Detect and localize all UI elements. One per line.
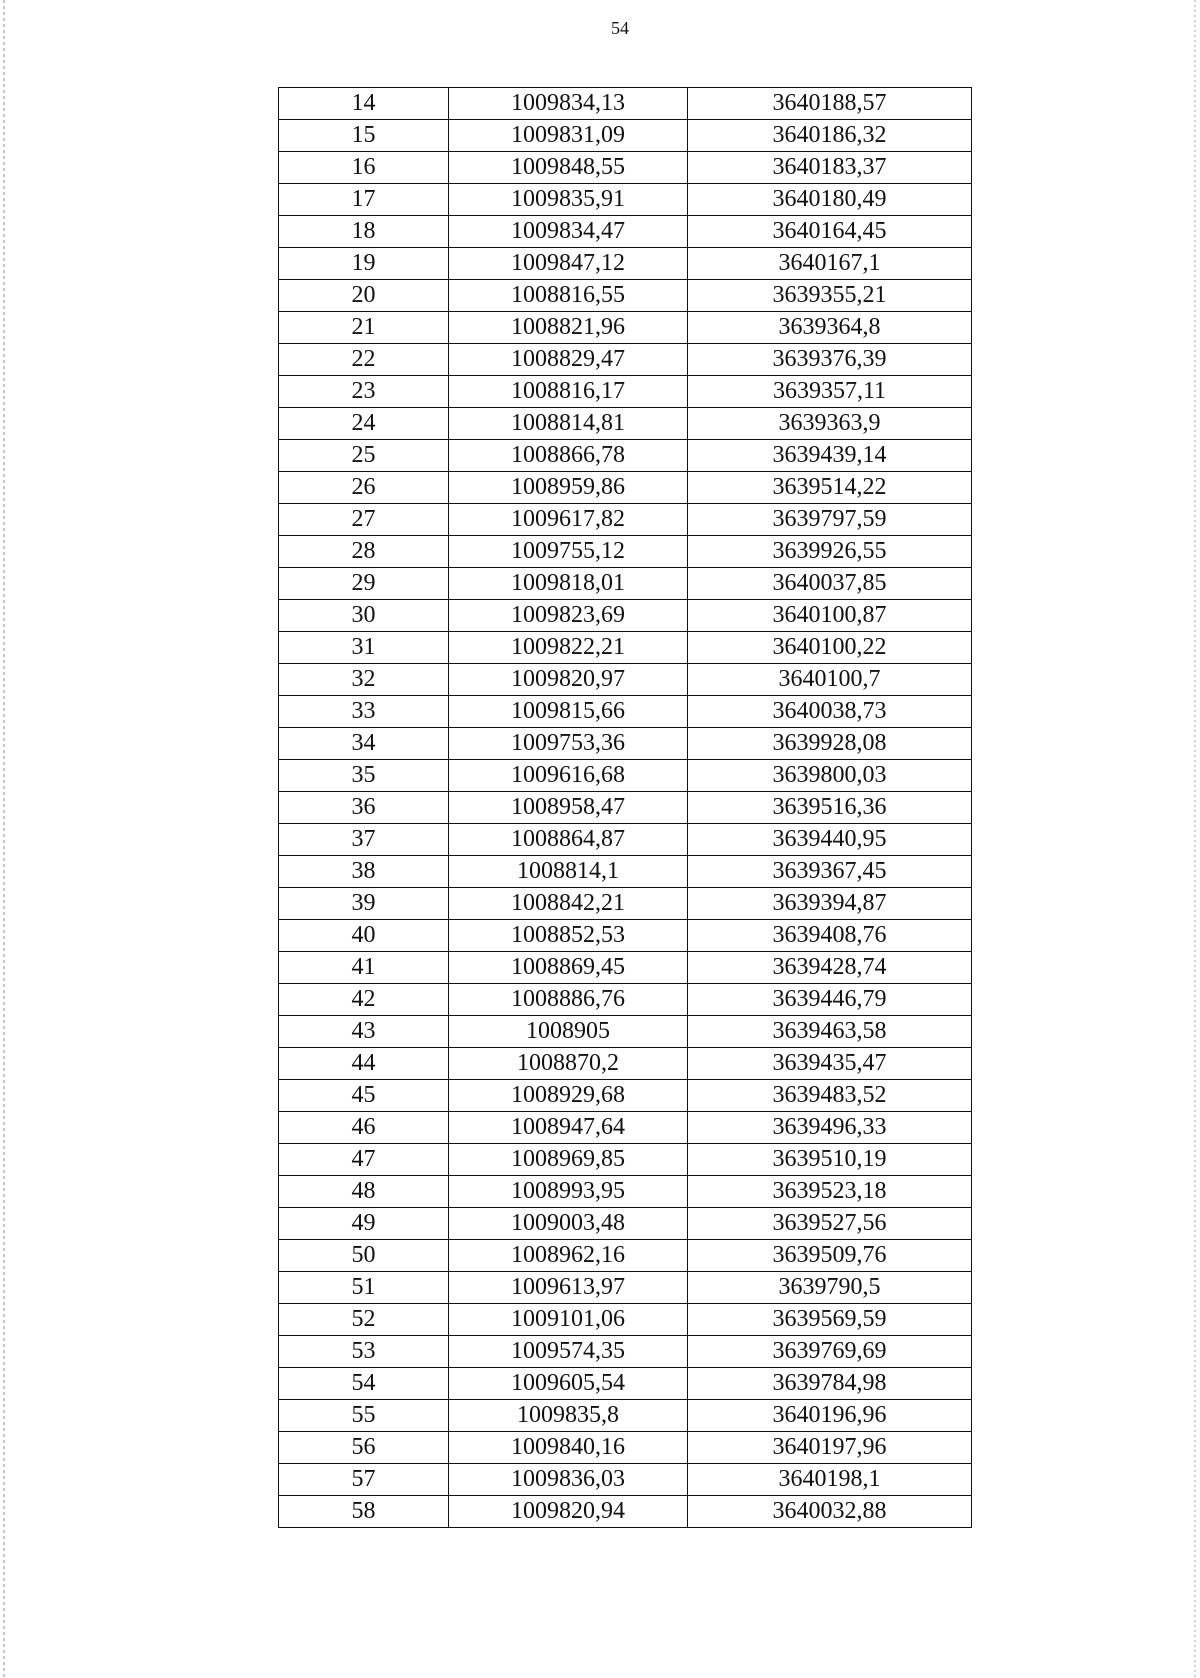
y-coordinate-cell: 3639439,14 xyxy=(688,440,972,472)
point-number-cell: 40 xyxy=(279,920,449,952)
table-row xyxy=(279,1272,972,1304)
point-number-cell: 34 xyxy=(279,728,449,760)
point-number-cell: 55 xyxy=(279,1400,449,1432)
y-coordinate-cell: 3640188,57 xyxy=(688,88,972,120)
point-number-cell: 19 xyxy=(279,248,449,280)
x-coordinate-cell: 1008866,78 xyxy=(449,440,688,472)
table-row xyxy=(279,632,972,664)
table-row xyxy=(279,536,972,568)
point-number-cell: 29 xyxy=(279,568,449,600)
table-row xyxy=(279,824,972,856)
table-row xyxy=(279,152,972,184)
x-coordinate-cell: 1008864,87 xyxy=(449,824,688,856)
point-number-cell: 43 xyxy=(279,1016,449,1048)
y-coordinate-cell: 3639769,69 xyxy=(688,1336,972,1368)
point-number-cell: 49 xyxy=(279,1208,449,1240)
x-coordinate-cell: 1009823,69 xyxy=(449,600,688,632)
x-coordinate-cell: 1008929,68 xyxy=(449,1080,688,1112)
point-number-cell: 32 xyxy=(279,664,449,696)
y-coordinate-cell: 3640032,88 xyxy=(688,1496,972,1528)
table-row xyxy=(279,568,972,600)
table-row xyxy=(279,1080,972,1112)
x-coordinate-cell: 1009835,8 xyxy=(449,1400,688,1432)
table-row xyxy=(279,1208,972,1240)
x-coordinate-cell: 1008852,53 xyxy=(449,920,688,952)
point-number-cell: 56 xyxy=(279,1432,449,1464)
y-coordinate-cell: 3640198,1 xyxy=(688,1464,972,1496)
table-row xyxy=(279,472,972,504)
point-number-cell: 24 xyxy=(279,408,449,440)
x-coordinate-cell: 1008814,1 xyxy=(449,856,688,888)
x-coordinate-cell: 1008993,95 xyxy=(449,1176,688,1208)
table-row xyxy=(279,760,972,792)
point-number-cell: 18 xyxy=(279,216,449,248)
x-coordinate-cell: 1009820,97 xyxy=(449,664,688,696)
x-coordinate-cell: 1009834,47 xyxy=(449,216,688,248)
point-number-cell: 58 xyxy=(279,1496,449,1528)
table-row xyxy=(279,888,972,920)
table-row xyxy=(279,920,972,952)
point-number-cell: 28 xyxy=(279,536,449,568)
table-row xyxy=(279,312,972,344)
table-row xyxy=(279,696,972,728)
table-row xyxy=(279,856,972,888)
coordinates-table-body xyxy=(279,88,972,1528)
y-coordinate-cell: 3639435,47 xyxy=(688,1048,972,1080)
y-coordinate-cell: 3639364,8 xyxy=(688,312,972,344)
point-number-cell: 36 xyxy=(279,792,449,824)
y-coordinate-cell: 3639527,56 xyxy=(688,1208,972,1240)
scan-edge-right xyxy=(1194,0,1196,1678)
x-coordinate-cell: 1009755,12 xyxy=(449,536,688,568)
x-coordinate-cell: 1009836,03 xyxy=(449,1464,688,1496)
point-number-cell: 22 xyxy=(279,344,449,376)
table-row xyxy=(279,792,972,824)
table-row xyxy=(279,1496,972,1528)
x-coordinate-cell: 1009613,97 xyxy=(449,1272,688,1304)
point-number-cell: 54 xyxy=(279,1368,449,1400)
scan-edge-left xyxy=(3,0,5,1678)
coordinates-table xyxy=(278,87,972,1528)
table-row xyxy=(279,1432,972,1464)
point-number-cell: 16 xyxy=(279,152,449,184)
x-coordinate-cell: 1009820,94 xyxy=(449,1496,688,1528)
x-coordinate-cell: 1008959,86 xyxy=(449,472,688,504)
y-coordinate-cell: 3639496,33 xyxy=(688,1112,972,1144)
y-coordinate-cell: 3639928,08 xyxy=(688,728,972,760)
table-row xyxy=(279,1464,972,1496)
table-row xyxy=(279,280,972,312)
x-coordinate-cell: 1009834,13 xyxy=(449,88,688,120)
point-number-cell: 46 xyxy=(279,1112,449,1144)
point-number-cell: 20 xyxy=(279,280,449,312)
y-coordinate-cell: 3639463,58 xyxy=(688,1016,972,1048)
x-coordinate-cell: 1008814,81 xyxy=(449,408,688,440)
page-number: 54 xyxy=(611,18,629,38)
x-coordinate-cell: 1009616,68 xyxy=(449,760,688,792)
y-coordinate-cell: 3639514,22 xyxy=(688,472,972,504)
x-coordinate-cell: 1008958,47 xyxy=(449,792,688,824)
y-coordinate-cell: 3640186,32 xyxy=(688,120,972,152)
x-coordinate-cell: 1009605,54 xyxy=(449,1368,688,1400)
y-coordinate-cell: 3639797,59 xyxy=(688,504,972,536)
y-coordinate-cell: 3639394,87 xyxy=(688,888,972,920)
y-coordinate-cell: 3640196,96 xyxy=(688,1400,972,1432)
point-number-cell: 25 xyxy=(279,440,449,472)
y-coordinate-cell: 3640183,37 xyxy=(688,152,972,184)
y-coordinate-cell: 3640197,96 xyxy=(688,1432,972,1464)
y-coordinate-cell: 3639483,52 xyxy=(688,1080,972,1112)
y-coordinate-cell: 3639428,74 xyxy=(688,952,972,984)
point-number-cell: 17 xyxy=(279,184,449,216)
x-coordinate-cell: 1008905 xyxy=(449,1016,688,1048)
table-row xyxy=(279,1304,972,1336)
table-row xyxy=(279,1240,972,1272)
y-coordinate-cell: 3639510,19 xyxy=(688,1144,972,1176)
point-number-cell: 35 xyxy=(279,760,449,792)
table-row xyxy=(279,408,972,440)
point-number-cell: 53 xyxy=(279,1336,449,1368)
y-coordinate-cell: 3640037,85 xyxy=(688,568,972,600)
y-coordinate-cell: 3639509,76 xyxy=(688,1240,972,1272)
table-row xyxy=(279,728,972,760)
x-coordinate-cell: 1008816,17 xyxy=(449,376,688,408)
table-row xyxy=(279,1144,972,1176)
x-coordinate-cell: 1008829,47 xyxy=(449,344,688,376)
point-number-cell: 26 xyxy=(279,472,449,504)
table-row xyxy=(279,88,972,120)
x-coordinate-cell: 1009617,82 xyxy=(449,504,688,536)
x-coordinate-cell: 1008947,64 xyxy=(449,1112,688,1144)
point-number-cell: 15 xyxy=(279,120,449,152)
point-number-cell: 41 xyxy=(279,952,449,984)
x-coordinate-cell: 1009003,48 xyxy=(449,1208,688,1240)
y-coordinate-cell: 3640100,7 xyxy=(688,664,972,696)
y-coordinate-cell: 3639523,18 xyxy=(688,1176,972,1208)
table-row xyxy=(279,664,972,696)
y-coordinate-cell: 3639784,98 xyxy=(688,1368,972,1400)
point-number-cell: 30 xyxy=(279,600,449,632)
point-number-cell: 23 xyxy=(279,376,449,408)
point-number-cell: 44 xyxy=(279,1048,449,1080)
table-row xyxy=(279,504,972,536)
x-coordinate-cell: 1008969,85 xyxy=(449,1144,688,1176)
table-row xyxy=(279,344,972,376)
table-row xyxy=(279,440,972,472)
table-row xyxy=(279,184,972,216)
y-coordinate-cell: 3639355,21 xyxy=(688,280,972,312)
point-number-cell: 51 xyxy=(279,1272,449,1304)
x-coordinate-cell: 1008870,2 xyxy=(449,1048,688,1080)
y-coordinate-cell: 3640038,73 xyxy=(688,696,972,728)
point-number-cell: 57 xyxy=(279,1464,449,1496)
y-coordinate-cell: 3639440,95 xyxy=(688,824,972,856)
table-row xyxy=(279,1048,972,1080)
y-coordinate-cell: 3639516,36 xyxy=(688,792,972,824)
y-coordinate-cell: 3639367,45 xyxy=(688,856,972,888)
table-row xyxy=(279,1368,972,1400)
point-number-cell: 27 xyxy=(279,504,449,536)
table-row xyxy=(279,120,972,152)
point-number-cell: 31 xyxy=(279,632,449,664)
x-coordinate-cell: 1009831,09 xyxy=(449,120,688,152)
x-coordinate-cell: 1009822,21 xyxy=(449,632,688,664)
x-coordinate-cell: 1008821,96 xyxy=(449,312,688,344)
table-row xyxy=(279,248,972,280)
table-row xyxy=(279,1176,972,1208)
point-number-cell: 21 xyxy=(279,312,449,344)
point-number-cell: 14 xyxy=(279,88,449,120)
x-coordinate-cell: 1008842,21 xyxy=(449,888,688,920)
table-row xyxy=(279,376,972,408)
x-coordinate-cell: 1008869,45 xyxy=(449,952,688,984)
point-number-cell: 42 xyxy=(279,984,449,1016)
x-coordinate-cell: 1008962,16 xyxy=(449,1240,688,1272)
point-number-cell: 47 xyxy=(279,1144,449,1176)
point-number-cell: 39 xyxy=(279,888,449,920)
table-row xyxy=(279,216,972,248)
point-number-cell: 38 xyxy=(279,856,449,888)
point-number-cell: 37 xyxy=(279,824,449,856)
table-row xyxy=(279,1400,972,1432)
point-number-cell: 48 xyxy=(279,1176,449,1208)
y-coordinate-cell: 3640167,1 xyxy=(688,248,972,280)
y-coordinate-cell: 3639800,03 xyxy=(688,760,972,792)
y-coordinate-cell: 3640180,49 xyxy=(688,184,972,216)
x-coordinate-cell: 1009840,16 xyxy=(449,1432,688,1464)
y-coordinate-cell: 3639363,9 xyxy=(688,408,972,440)
y-coordinate-cell: 3639408,76 xyxy=(688,920,972,952)
x-coordinate-cell: 1009101,06 xyxy=(449,1304,688,1336)
x-coordinate-cell: 1009847,12 xyxy=(449,248,688,280)
x-coordinate-cell: 1008816,55 xyxy=(449,280,688,312)
point-number-cell: 45 xyxy=(279,1080,449,1112)
y-coordinate-cell: 3639446,79 xyxy=(688,984,972,1016)
y-coordinate-cell: 3639790,5 xyxy=(688,1272,972,1304)
point-number-cell: 52 xyxy=(279,1304,449,1336)
table-row xyxy=(279,952,972,984)
table-row xyxy=(279,1336,972,1368)
table-row xyxy=(279,600,972,632)
x-coordinate-cell: 1008886,76 xyxy=(449,984,688,1016)
x-coordinate-cell: 1009818,01 xyxy=(449,568,688,600)
point-number-cell: 50 xyxy=(279,1240,449,1272)
x-coordinate-cell: 1009835,91 xyxy=(449,184,688,216)
y-coordinate-cell: 3640100,22 xyxy=(688,632,972,664)
point-number-cell: 33 xyxy=(279,696,449,728)
y-coordinate-cell: 3639926,55 xyxy=(688,536,972,568)
x-coordinate-cell: 1009574,35 xyxy=(449,1336,688,1368)
y-coordinate-cell: 3640100,87 xyxy=(688,600,972,632)
y-coordinate-cell: 3639376,39 xyxy=(688,344,972,376)
x-coordinate-cell: 1009753,36 xyxy=(449,728,688,760)
y-coordinate-cell: 3640164,45 xyxy=(688,216,972,248)
y-coordinate-cell: 3639357,11 xyxy=(688,376,972,408)
y-coordinate-cell: 3639569,59 xyxy=(688,1304,972,1336)
x-coordinate-cell: 1009815,66 xyxy=(449,696,688,728)
x-coordinate-cell: 1009848,55 xyxy=(449,152,688,184)
table-row xyxy=(279,1016,972,1048)
table-row xyxy=(279,1112,972,1144)
table-row xyxy=(279,984,972,1016)
